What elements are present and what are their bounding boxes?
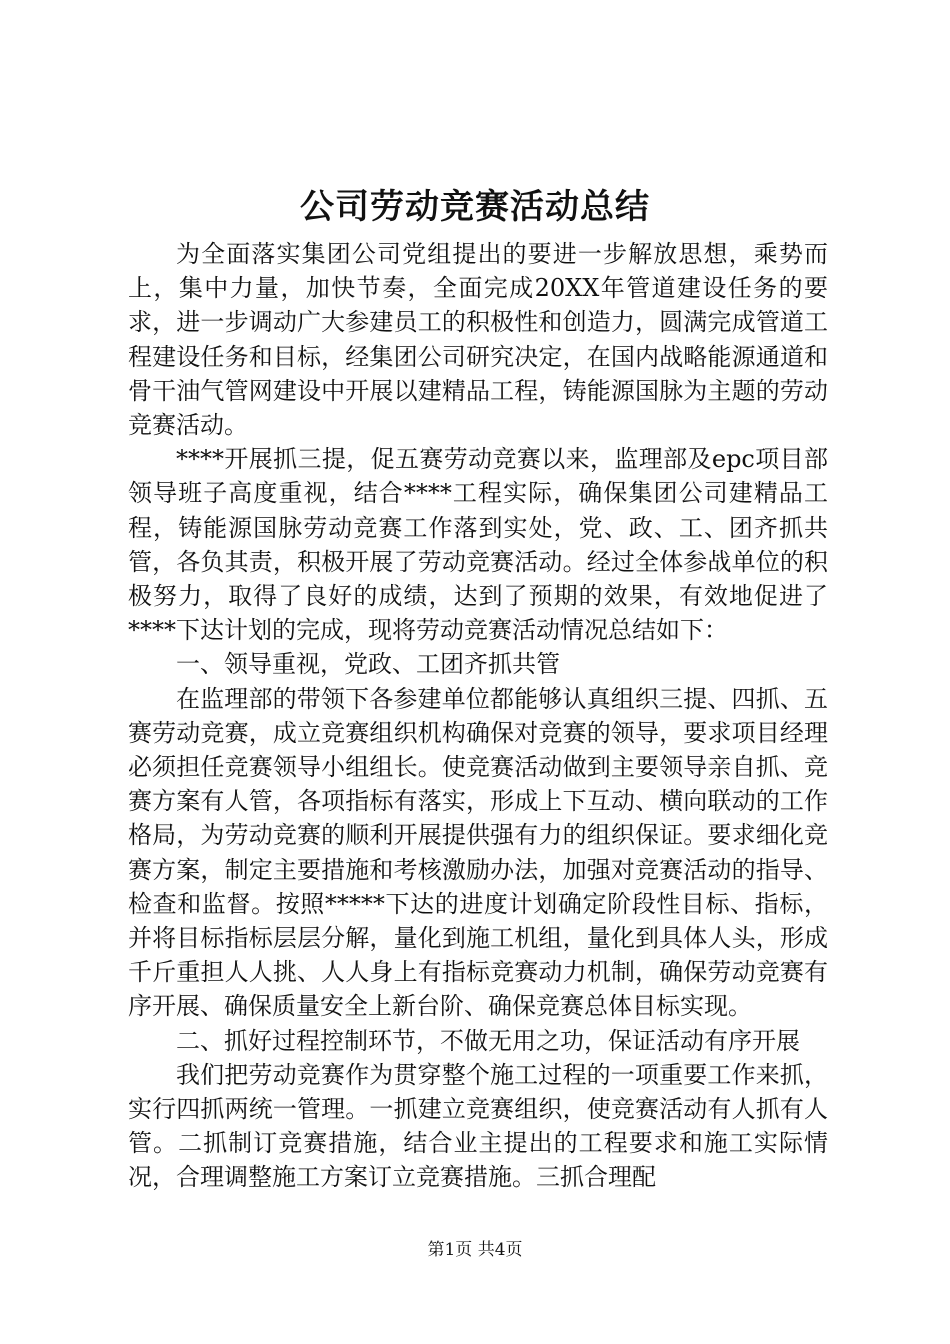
page-footer xyxy=(0,1238,950,1262)
paragraph-intro: 为全面落实集团公司党组提出的要进一步解放思想，乘势而上，集中力量，加快节奏，全面完成20XX年管道建设任务的要求，进一步调动广大参建员工的积极性和创造力，圆满完成管道工程建设任务和目标，经集团公司研究决定，在国内战略能源通道和骨干油气管网建设中开展以建精品工程，铸能源国脉为主题的劳动竞赛活动。 xyxy=(128,240,828,440)
paragraph-section-1: 在监理部的带领下各参建单位都能够认真组织三提、四抓、五赛劳动竞赛，成立竞赛组织机构确保对竞赛的领导，要求项目经理必须担任竞赛领导小组组长。使竞赛活动做到主要领导亲自抓、竞赛方案有人管，各项指标有落实，形成上下互动、横向联动的工作格局，为劳动竞赛的顺利开展提供强有力的组织保证。要求细化竞赛方案，制定主要措施和考核激励办法，加强对竞赛活动的指导、检查和监督。按照*****下达的进度计划确定阶段性目标、指标，并将目标指标层层分解，量化到施工机组，量化到具体人头，形成千斤重担人人挑、人人身上有指标竞赛动力机制，确保劳动竞赛有序开展、确保质量安全上新台阶、确保竞赛总体目标实现。 xyxy=(128,684,828,1021)
paragraph-section-2: 我们把劳动竞赛作为贯穿整个施工过程的一项重要工作来抓，实行四抓两统一管理。一抓建立竞赛组织，使竞赛活动有人抓有人管。二抓制订竞赛措施，结合业主提出的工程要求和施工实际情况，合理调整施工方案订立竞赛措施。三抓合理配 xyxy=(128,1060,828,1192)
paragraph-overview: ****开展抓三提，促五赛劳动竞赛以来，监理部及epc项目部领导班子高度重视，结合****工程实际，确保集团公司建精品工程，铸能源国脉劳动竞赛工作落到实处，党、政、工、团齐抓共管，各负其责，积极开展了劳动竞赛活动。经过全体参战单位的积极努力，取得了良好的成绩，达到了预期的效果，有效地促进了****下达计划的完成，现将劳动竞赛活动情况总结如下： xyxy=(128,445,828,645)
page-total: 共4页 xyxy=(477,1240,523,1260)
section-heading-2: 二、抓好过程控制环节，不做无用之功，保证活动有序开展 xyxy=(176,1026,800,1055)
page-number: 第1页 xyxy=(427,1240,473,1260)
section-heading-1: 一、领导重视，党政、工团齐抓共管 xyxy=(176,650,560,679)
document-title: 公司劳动竞赛活动总结 xyxy=(300,187,650,227)
document-body xyxy=(128,237,828,1195)
